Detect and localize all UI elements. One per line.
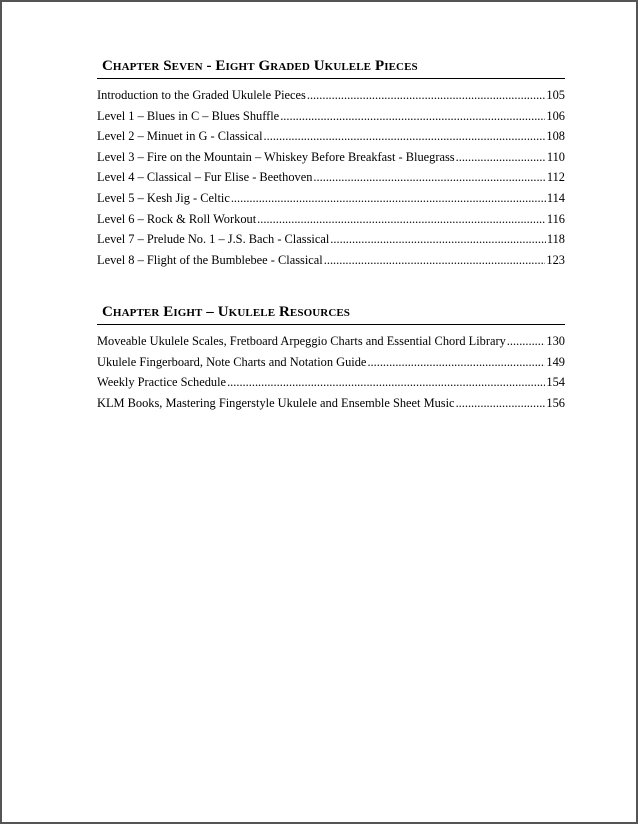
toc-entry[interactable]	[97, 85, 565, 106]
toc-entry[interactable]	[97, 126, 565, 147]
toc-entry[interactable]	[97, 106, 565, 127]
toc-page-number: 156	[546, 395, 565, 410]
dot-leader	[456, 393, 546, 414]
toc-page-number: 118	[546, 232, 565, 247]
dot-leader	[257, 209, 546, 230]
dot-leader	[313, 167, 545, 188]
toc-entry-label: KLM Books, Mastering Fingerstyle Ukulele and Ensemble Sheet Music	[97, 395, 455, 410]
toc-page-number: 110	[546, 149, 565, 164]
toc-page-number: 116	[546, 211, 565, 226]
toc-page-number: 114	[546, 190, 565, 205]
toc-entry[interactable]	[97, 147, 565, 168]
dot-leader	[324, 250, 546, 271]
toc-entry[interactable]	[97, 372, 565, 393]
dot-leader	[264, 126, 546, 147]
toc-list	[97, 331, 565, 413]
chapter-title: Chapter Seven - Eight Graded Ukulele Pieces	[97, 57, 565, 79]
toc-entry-label: Level 3 – Fire on the Mountain – Whiskey Before Breakfast - Bluegrass	[97, 149, 455, 164]
toc-entry-label: Moveable Ukulele Scales, Fretboard Arpeggio Charts and Essential Chord Library	[97, 334, 506, 348]
toc-entry[interactable]	[97, 393, 565, 414]
toc-entry[interactable]	[97, 229, 565, 250]
toc-page-number: 108	[546, 129, 565, 144]
dot-leader	[231, 188, 546, 209]
toc-entry-label: Ukulele Fingerboard, Note Charts and Notation Guide	[97, 354, 367, 369]
toc-entry-label: Level 5 – Kesh Jig - Celtic	[97, 190, 230, 205]
dot-leader	[330, 229, 546, 250]
dot-leader	[507, 331, 546, 352]
toc-entry[interactable]	[97, 209, 565, 230]
toc-entry[interactable]	[97, 250, 565, 271]
toc-entry-label: Level 4 – Classical – Fur Elise - Beethoven	[97, 170, 313, 185]
toc-entry-label: Level 7 – Prelude No. 1 – J.S. Bach - Classical	[97, 232, 330, 247]
dot-leader	[367, 352, 545, 373]
toc-entry-label: Weekly Practice Schedule	[97, 375, 227, 390]
toc-entry-label: Level 2 – Minuet in G - Classical	[97, 129, 263, 144]
toc-page-number: 149	[546, 354, 565, 369]
toc-entry[interactable]	[97, 167, 565, 188]
toc-list	[97, 85, 565, 270]
toc-entry-label: Introduction to the Graded Ukulele Pieces	[97, 88, 306, 102]
toc-page-number: 123	[546, 252, 565, 267]
toc-entry-label: Level 8 – Flight of the Bumblebee - Classical	[97, 252, 323, 267]
toc-page-number: 112	[546, 170, 565, 185]
dot-leader	[307, 85, 546, 106]
toc-entry[interactable]	[97, 352, 565, 373]
toc-entry[interactable]	[97, 331, 565, 352]
toc-page-number: 106	[546, 108, 565, 123]
toc-page-number: 130	[546, 334, 565, 348]
toc-entry[interactable]	[97, 188, 565, 209]
toc-page-number: 105	[546, 88, 565, 102]
toc-entry-label: Level 1 – Blues in C – Blues Shuffle	[97, 108, 280, 123]
dot-leader	[227, 372, 545, 393]
chapter-seven-section	[97, 57, 565, 270]
dot-leader	[280, 106, 545, 127]
dot-leader	[456, 147, 546, 168]
toc-entry-label: Level 6 – Rock & Roll Workout	[97, 211, 257, 226]
toc-page-number: 154	[546, 375, 565, 390]
chapter-eight-section	[97, 303, 565, 413]
chapter-title: Chapter Eight – Ukulele Resources	[97, 303, 565, 325]
